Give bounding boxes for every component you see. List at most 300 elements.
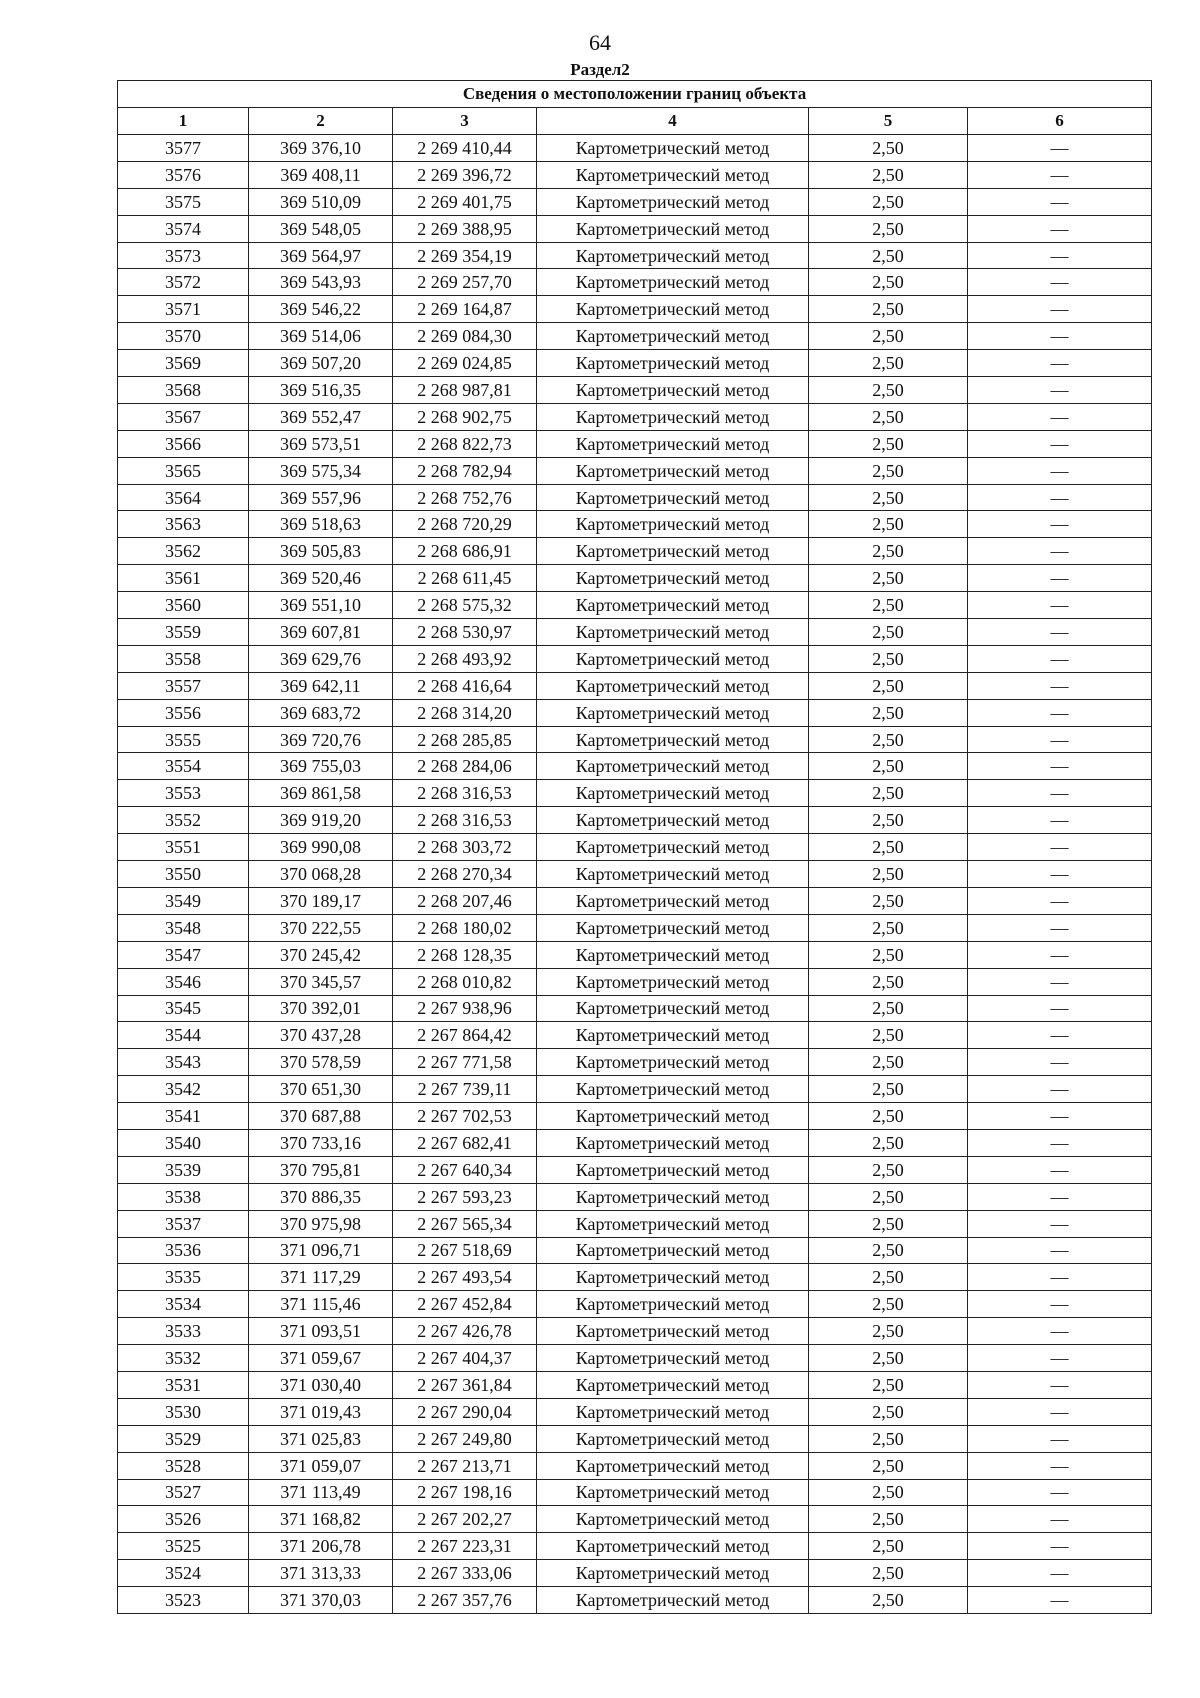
method-cell: Картометрический метод: [537, 1183, 809, 1210]
accuracy-cell: 2,50: [809, 1103, 968, 1130]
description-cell: —: [968, 538, 1152, 565]
x-coordinate-cell: 369 551,10: [249, 592, 393, 619]
table-row: [118, 511, 1152, 538]
point-number-cell: 3572: [118, 269, 249, 296]
method-cell: Картометрический метод: [537, 834, 809, 861]
y-coordinate-cell: 2 267 223,31: [393, 1533, 537, 1560]
description-cell: —: [968, 269, 1152, 296]
point-number-cell: 3528: [118, 1452, 249, 1479]
x-coordinate-cell: 369 629,76: [249, 645, 393, 672]
table-row: [118, 1076, 1152, 1103]
table-row: [118, 753, 1152, 780]
table-caption-row: [118, 81, 1152, 108]
y-coordinate-cell: 2 267 198,16: [393, 1479, 537, 1506]
method-cell: Картометрический метод: [537, 780, 809, 807]
accuracy-cell: 2,50: [809, 887, 968, 914]
point-number-cell: 3555: [118, 726, 249, 753]
accuracy-cell: 2,50: [809, 968, 968, 995]
x-coordinate-cell: 369 505,83: [249, 538, 393, 565]
y-coordinate-cell: 2 268 207,46: [393, 887, 537, 914]
point-number-cell: 3543: [118, 1049, 249, 1076]
description-cell: —: [968, 592, 1152, 619]
column-header-1: 1: [118, 108, 249, 135]
column-header-2: 2: [249, 108, 393, 135]
x-coordinate-cell: 369 755,03: [249, 753, 393, 780]
y-coordinate-cell: 2 268 752,76: [393, 484, 537, 511]
point-number-cell: 3576: [118, 161, 249, 188]
point-number-cell: 3534: [118, 1291, 249, 1318]
description-cell: —: [968, 215, 1152, 242]
y-coordinate-cell: 2 268 782,94: [393, 457, 537, 484]
x-coordinate-cell: 369 557,96: [249, 484, 393, 511]
x-coordinate-cell: 371 019,43: [249, 1398, 393, 1425]
method-cell: Картометрический метод: [537, 377, 809, 404]
description-cell: —: [968, 1183, 1152, 1210]
table-row: [118, 1129, 1152, 1156]
table-row: [118, 807, 1152, 834]
point-number-cell: 3535: [118, 1264, 249, 1291]
table-row: [118, 887, 1152, 914]
table-row: [118, 1103, 1152, 1130]
boundary-coordinates-table: [117, 80, 1152, 1614]
point-number-cell: 3565: [118, 457, 249, 484]
point-number-cell: 3544: [118, 1022, 249, 1049]
point-number-cell: 3575: [118, 188, 249, 215]
table-row: [118, 1371, 1152, 1398]
accuracy-cell: 2,50: [809, 1587, 968, 1614]
accuracy-cell: 2,50: [809, 135, 968, 162]
description-cell: —: [968, 1076, 1152, 1103]
method-cell: Картометрический метод: [537, 135, 809, 162]
x-coordinate-cell: 370 345,57: [249, 968, 393, 995]
method-cell: Картометрический метод: [537, 1345, 809, 1372]
x-coordinate-cell: 371 206,78: [249, 1533, 393, 1560]
table-row: [118, 1049, 1152, 1076]
x-coordinate-cell: 369 919,20: [249, 807, 393, 834]
accuracy-cell: 2,50: [809, 269, 968, 296]
accuracy-cell: 2,50: [809, 1533, 968, 1560]
description-cell: —: [968, 968, 1152, 995]
table-caption: Сведения о местоположении границ объекта: [118, 81, 1152, 108]
x-coordinate-cell: 370 795,81: [249, 1156, 393, 1183]
method-cell: Картометрический метод: [537, 1371, 809, 1398]
table-row: [118, 1587, 1152, 1614]
accuracy-cell: 2,50: [809, 1291, 968, 1318]
x-coordinate-cell: 369 543,93: [249, 269, 393, 296]
point-number-cell: 3566: [118, 430, 249, 457]
x-coordinate-cell: 370 886,35: [249, 1183, 393, 1210]
accuracy-cell: 2,50: [809, 592, 968, 619]
accuracy-cell: 2,50: [809, 672, 968, 699]
method-cell: Картометрический метод: [537, 1587, 809, 1614]
accuracy-cell: 2,50: [809, 1129, 968, 1156]
x-coordinate-cell: 369 573,51: [249, 430, 393, 457]
point-number-cell: 3532: [118, 1345, 249, 1372]
description-cell: —: [968, 1587, 1152, 1614]
point-number-cell: 3568: [118, 377, 249, 404]
description-cell: —: [968, 1371, 1152, 1398]
table-row: [118, 699, 1152, 726]
table-row: [118, 377, 1152, 404]
table-row: [118, 672, 1152, 699]
table-row: [118, 1022, 1152, 1049]
table-row: [118, 1156, 1152, 1183]
description-cell: —: [968, 188, 1152, 215]
table-row: [118, 1318, 1152, 1345]
x-coordinate-cell: 371 096,71: [249, 1237, 393, 1264]
y-coordinate-cell: 2 267 290,04: [393, 1398, 537, 1425]
method-cell: Картометрический метод: [537, 1049, 809, 1076]
x-coordinate-cell: 369 518,63: [249, 511, 393, 538]
method-cell: Картометрический метод: [537, 350, 809, 377]
accuracy-cell: 2,50: [809, 914, 968, 941]
method-cell: Картометрический метод: [537, 1452, 809, 1479]
method-cell: Картометрический метод: [537, 753, 809, 780]
method-cell: Картометрический метод: [537, 484, 809, 511]
method-cell: Картометрический метод: [537, 188, 809, 215]
y-coordinate-cell: 2 267 702,53: [393, 1103, 537, 1130]
method-cell: Картометрический метод: [537, 941, 809, 968]
table-row: [118, 296, 1152, 323]
table-row: [118, 941, 1152, 968]
accuracy-cell: 2,50: [809, 1264, 968, 1291]
method-cell: Картометрический метод: [537, 1076, 809, 1103]
description-cell: —: [968, 484, 1152, 511]
table-row: [118, 323, 1152, 350]
x-coordinate-cell: 369 507,20: [249, 350, 393, 377]
x-coordinate-cell: 370 189,17: [249, 887, 393, 914]
accuracy-cell: 2,50: [809, 484, 968, 511]
accuracy-cell: 2,50: [809, 995, 968, 1022]
description-cell: —: [968, 565, 1152, 592]
y-coordinate-cell: 2 269 354,19: [393, 242, 537, 269]
table-row: [118, 619, 1152, 646]
description-cell: —: [968, 1129, 1152, 1156]
x-coordinate-cell: 369 552,47: [249, 403, 393, 430]
description-cell: —: [968, 1452, 1152, 1479]
accuracy-cell: 2,50: [809, 1345, 968, 1372]
description-cell: —: [968, 242, 1152, 269]
x-coordinate-cell: 369 520,46: [249, 565, 393, 592]
x-coordinate-cell: 370 392,01: [249, 995, 393, 1022]
table-row: [118, 1210, 1152, 1237]
column-header-4: 4: [537, 108, 809, 135]
accuracy-cell: 2,50: [809, 242, 968, 269]
column-header-3: 3: [393, 108, 537, 135]
point-number-cell: 3577: [118, 135, 249, 162]
method-cell: Картометрический метод: [537, 887, 809, 914]
x-coordinate-cell: 370 068,28: [249, 861, 393, 888]
accuracy-cell: 2,50: [809, 1183, 968, 1210]
point-number-cell: 3541: [118, 1103, 249, 1130]
description-cell: —: [968, 1398, 1152, 1425]
accuracy-cell: 2,50: [809, 1237, 968, 1264]
description-cell: —: [968, 834, 1152, 861]
table-row: [118, 1398, 1152, 1425]
y-coordinate-cell: 2 267 249,80: [393, 1425, 537, 1452]
y-coordinate-cell: 2 267 771,58: [393, 1049, 537, 1076]
description-cell: —: [968, 726, 1152, 753]
point-number-cell: 3525: [118, 1533, 249, 1560]
description-cell: —: [968, 296, 1152, 323]
method-cell: Картометрический метод: [537, 1237, 809, 1264]
x-coordinate-cell: 369 408,11: [249, 161, 393, 188]
x-coordinate-cell: 369 376,10: [249, 135, 393, 162]
x-coordinate-cell: 369 720,76: [249, 726, 393, 753]
description-cell: —: [968, 645, 1152, 672]
table-row: [118, 1479, 1152, 1506]
point-number-cell: 3574: [118, 215, 249, 242]
point-number-cell: 3559: [118, 619, 249, 646]
table-row: [118, 1237, 1152, 1264]
y-coordinate-cell: 2 267 361,84: [393, 1371, 537, 1398]
table-row: [118, 1560, 1152, 1587]
x-coordinate-cell: 369 607,81: [249, 619, 393, 646]
point-number-cell: 3558: [118, 645, 249, 672]
accuracy-cell: 2,50: [809, 834, 968, 861]
method-cell: Картометрический метод: [537, 645, 809, 672]
table-row: [118, 188, 1152, 215]
y-coordinate-cell: 2 268 284,06: [393, 753, 537, 780]
point-number-cell: 3546: [118, 968, 249, 995]
x-coordinate-cell: 371 117,29: [249, 1264, 393, 1291]
accuracy-cell: 2,50: [809, 1049, 968, 1076]
description-cell: —: [968, 914, 1152, 941]
page-number: 64: [589, 30, 611, 55]
point-number-cell: 3551: [118, 834, 249, 861]
x-coordinate-cell: 371 370,03: [249, 1587, 393, 1614]
accuracy-cell: 2,50: [809, 1560, 968, 1587]
y-coordinate-cell: 2 268 530,97: [393, 619, 537, 646]
table-row: [118, 1291, 1152, 1318]
description-cell: —: [968, 941, 1152, 968]
accuracy-cell: 2,50: [809, 1156, 968, 1183]
x-coordinate-cell: 370 975,98: [249, 1210, 393, 1237]
table-row: [118, 914, 1152, 941]
method-cell: Картометрический метод: [537, 1425, 809, 1452]
method-cell: Картометрический метод: [537, 1129, 809, 1156]
method-cell: Картометрический метод: [537, 1210, 809, 1237]
table-row: [118, 1345, 1152, 1372]
description-cell: —: [968, 1103, 1152, 1130]
x-coordinate-cell: 369 516,35: [249, 377, 393, 404]
accuracy-cell: 2,50: [809, 1210, 968, 1237]
description-cell: —: [968, 619, 1152, 646]
description-cell: —: [968, 1022, 1152, 1049]
table-row: [118, 1506, 1152, 1533]
y-coordinate-cell: 2 267 202,27: [393, 1506, 537, 1533]
table-row: [118, 645, 1152, 672]
point-number-cell: 3524: [118, 1560, 249, 1587]
description-cell: —: [968, 1425, 1152, 1452]
point-number-cell: 3571: [118, 296, 249, 323]
description-cell: —: [968, 1318, 1152, 1345]
x-coordinate-cell: 370 733,16: [249, 1129, 393, 1156]
y-coordinate-cell: 2 268 575,32: [393, 592, 537, 619]
method-cell: Картометрический метод: [537, 1560, 809, 1587]
table-row: [118, 1264, 1152, 1291]
description-cell: —: [968, 995, 1152, 1022]
x-coordinate-cell: 371 030,40: [249, 1371, 393, 1398]
y-coordinate-cell: 2 269 257,70: [393, 269, 537, 296]
table-row: [118, 968, 1152, 995]
accuracy-cell: 2,50: [809, 807, 968, 834]
y-coordinate-cell: 2 267 739,11: [393, 1076, 537, 1103]
point-number-cell: 3549: [118, 887, 249, 914]
accuracy-cell: 2,50: [809, 1479, 968, 1506]
point-number-cell: 3547: [118, 941, 249, 968]
x-coordinate-cell: 371 113,49: [249, 1479, 393, 1506]
point-number-cell: 3542: [118, 1076, 249, 1103]
x-coordinate-cell: 369 990,08: [249, 834, 393, 861]
point-number-cell: 3553: [118, 780, 249, 807]
accuracy-cell: 2,50: [809, 215, 968, 242]
accuracy-cell: 2,50: [809, 645, 968, 672]
y-coordinate-cell: 2 269 401,75: [393, 188, 537, 215]
method-cell: Картометрический метод: [537, 1533, 809, 1560]
method-cell: Картометрический метод: [537, 403, 809, 430]
table-row: [118, 861, 1152, 888]
accuracy-cell: 2,50: [809, 430, 968, 457]
point-number-cell: 3569: [118, 350, 249, 377]
description-cell: —: [968, 780, 1152, 807]
method-cell: Картометрический метод: [537, 807, 809, 834]
point-number-cell: 3556: [118, 699, 249, 726]
y-coordinate-cell: 2 267 864,42: [393, 1022, 537, 1049]
accuracy-cell: 2,50: [809, 403, 968, 430]
point-number-cell: 3563: [118, 511, 249, 538]
point-number-cell: 3530: [118, 1398, 249, 1425]
point-number-cell: 3550: [118, 861, 249, 888]
point-number-cell: 3564: [118, 484, 249, 511]
description-cell: —: [968, 1156, 1152, 1183]
x-coordinate-cell: 369 564,97: [249, 242, 393, 269]
table-row: [118, 538, 1152, 565]
method-cell: Картометрический метод: [537, 1103, 809, 1130]
accuracy-cell: 2,50: [809, 861, 968, 888]
y-coordinate-cell: 2 267 565,34: [393, 1210, 537, 1237]
point-number-cell: 3573: [118, 242, 249, 269]
x-coordinate-cell: 371 168,82: [249, 1506, 393, 1533]
method-cell: Картометрический метод: [537, 565, 809, 592]
y-coordinate-cell: 2 269 084,30: [393, 323, 537, 350]
y-coordinate-cell: 2 268 270,34: [393, 861, 537, 888]
method-cell: Картометрический метод: [537, 215, 809, 242]
description-cell: —: [968, 753, 1152, 780]
point-number-cell: 3526: [118, 1506, 249, 1533]
y-coordinate-cell: 2 268 128,35: [393, 941, 537, 968]
y-coordinate-cell: 2 267 682,41: [393, 1129, 537, 1156]
accuracy-cell: 2,50: [809, 1425, 968, 1452]
method-cell: Картометрический метод: [537, 914, 809, 941]
point-number-cell: 3548: [118, 914, 249, 941]
point-number-cell: 3533: [118, 1318, 249, 1345]
method-cell: Картометрический метод: [537, 1156, 809, 1183]
point-number-cell: 3567: [118, 403, 249, 430]
description-cell: —: [968, 1291, 1152, 1318]
table-row: [118, 1425, 1152, 1452]
table-row: [118, 1452, 1152, 1479]
point-number-cell: 3529: [118, 1425, 249, 1452]
accuracy-cell: 2,50: [809, 1318, 968, 1345]
y-coordinate-cell: 2 268 180,02: [393, 914, 537, 941]
y-coordinate-cell: 2 268 822,73: [393, 430, 537, 457]
x-coordinate-cell: 371 025,83: [249, 1425, 393, 1452]
y-coordinate-cell: 2 268 316,53: [393, 807, 537, 834]
y-coordinate-cell: 2 267 640,34: [393, 1156, 537, 1183]
point-number-cell: 3545: [118, 995, 249, 1022]
y-coordinate-cell: 2 267 213,71: [393, 1452, 537, 1479]
accuracy-cell: 2,50: [809, 1371, 968, 1398]
y-coordinate-cell: 2 269 164,87: [393, 296, 537, 323]
y-coordinate-cell: 2 268 010,82: [393, 968, 537, 995]
table-row: [118, 135, 1152, 162]
accuracy-cell: 2,50: [809, 1398, 968, 1425]
description-cell: —: [968, 1479, 1152, 1506]
table-row: [118, 780, 1152, 807]
accuracy-cell: 2,50: [809, 296, 968, 323]
point-number-cell: 3552: [118, 807, 249, 834]
table-row: [118, 242, 1152, 269]
description-cell: —: [968, 807, 1152, 834]
table-row: [118, 161, 1152, 188]
method-cell: Картометрический метод: [537, 592, 809, 619]
point-number-cell: 3540: [118, 1129, 249, 1156]
method-cell: Картометрический метод: [537, 1479, 809, 1506]
description-cell: —: [968, 1345, 1152, 1372]
method-cell: Картометрический метод: [537, 323, 809, 350]
accuracy-cell: 2,50: [809, 1506, 968, 1533]
description-cell: —: [968, 511, 1152, 538]
y-coordinate-cell: 2 268 902,75: [393, 403, 537, 430]
x-coordinate-cell: 369 861,58: [249, 780, 393, 807]
x-coordinate-cell: 369 514,06: [249, 323, 393, 350]
accuracy-cell: 2,50: [809, 377, 968, 404]
accuracy-cell: 2,50: [809, 1022, 968, 1049]
table-row: [118, 834, 1152, 861]
method-cell: Картометрический метод: [537, 1022, 809, 1049]
description-cell: —: [968, 377, 1152, 404]
accuracy-cell: 2,50: [809, 941, 968, 968]
accuracy-cell: 2,50: [809, 188, 968, 215]
accuracy-cell: 2,50: [809, 619, 968, 646]
column-header-5: 5: [809, 108, 968, 135]
table-row: [118, 565, 1152, 592]
point-number-cell: 3523: [118, 1587, 249, 1614]
x-coordinate-cell: 369 510,09: [249, 188, 393, 215]
column-header-6: 6: [968, 108, 1152, 135]
method-cell: Картометрический метод: [537, 1506, 809, 1533]
table-row: [118, 403, 1152, 430]
method-cell: Картометрический метод: [537, 995, 809, 1022]
table-row: [118, 592, 1152, 619]
x-coordinate-cell: 371 059,67: [249, 1345, 393, 1372]
table-row: [118, 350, 1152, 377]
table-row: [118, 269, 1152, 296]
y-coordinate-cell: 2 267 452,84: [393, 1291, 537, 1318]
y-coordinate-cell: 2 267 518,69: [393, 1237, 537, 1264]
y-coordinate-cell: 2 268 416,64: [393, 672, 537, 699]
table-row: [118, 457, 1152, 484]
x-coordinate-cell: 369 548,05: [249, 215, 393, 242]
method-cell: Картометрический метод: [537, 161, 809, 188]
x-coordinate-cell: 370 245,42: [249, 941, 393, 968]
description-cell: —: [968, 1506, 1152, 1533]
x-coordinate-cell: 371 313,33: [249, 1560, 393, 1587]
y-coordinate-cell: 2 269 396,72: [393, 161, 537, 188]
point-number-cell: 3538: [118, 1183, 249, 1210]
method-cell: Картометрический метод: [537, 726, 809, 753]
